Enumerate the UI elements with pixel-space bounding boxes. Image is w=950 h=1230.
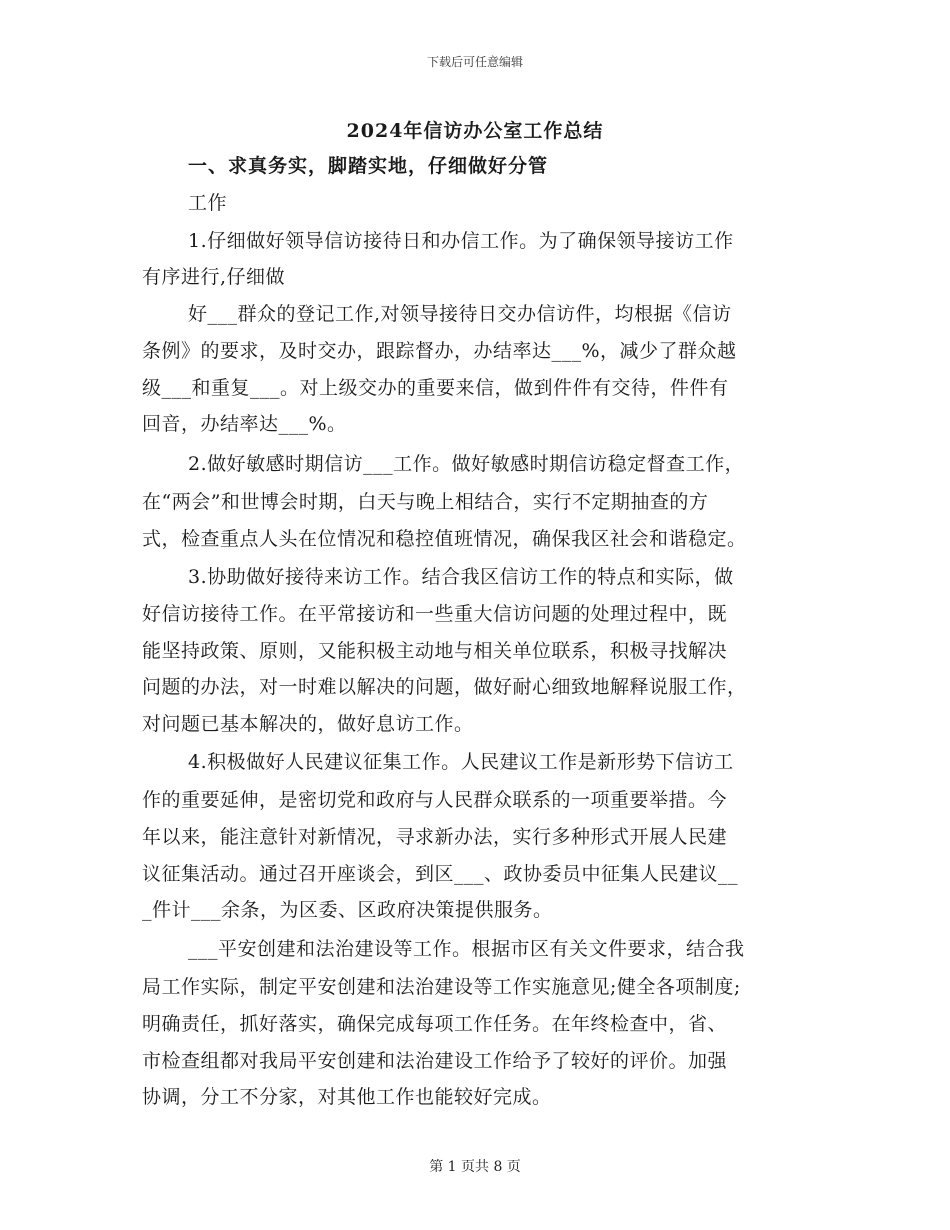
body-line: 对问题已基本解决的，做好息访工作。 [142,713,474,735]
body-line: 作的重要延伸，是密切党和政府与人民群众联系的一项重要举措。今 [142,789,728,811]
body-line: 协调，分工不分家，对其他工作也能较好完成。 [142,1086,552,1108]
body-line: 条例》的要求，及时交办，跟踪督办，办结率达___%，减少了群众越 [142,340,737,362]
body-line: 有序进行,仔细做 [142,266,286,288]
body-line: 在“两会”和世博会时期，白天与晚上相结合，实行不定期抽查的方 [142,491,709,513]
body-line: 级___和重复___。对上级交办的重要来信，做到件件有交待，件件有 [142,377,729,399]
body-line: 4.积极做好人民建议征集工作。人民建议工作是新形势下信访工 [188,751,734,773]
page-title: 2024年信访办公室工作总结 [346,120,604,142]
body-line: 1.仔细做好领导信访接待日和办信工作。为了确保领导接访工作 [188,230,734,252]
body-line: ___平安创建和法治建设等工作。根据市区有关文件要求，结合我 [188,938,745,960]
header-note: 下载后可任意编辑 [426,55,523,69]
body-line: 式，检查重点人头在位情况和稳控值班情况，确保我区社会和谐稳定。 [142,528,747,550]
body-line: 好信访接待工作。在平常接访和一些重大信访问题的处理过程中，既 [142,603,728,625]
body-line: 好___群众的登记工作,对领导接待日交办信访件，均根据《信访 [188,303,732,325]
body-line: 能坚持政策、原则，又能积极主动地与相关单位联系，积极寻找解决 [142,640,728,662]
body-line: 问题的办法，对一时难以解决的问题，做好耐心细致地解释说服工作， [142,676,747,698]
body-line: 回音，办结率达___%。 [142,413,347,435]
section-heading: 一、求真务实，脚踏实地，仔细做好分管 [188,155,549,177]
body-line: 议征集活动。通过召开座谈会，到区___、政协委员中征集人民建议__ [142,863,739,885]
body-line: 年以来，能注意针对新情况，寻求新办法，实行多种形式开展人民建 [142,826,728,848]
body-line: _件计___余条，为区委、区政府决策提供服务。 [142,899,553,921]
body-line: 明确责任，抓好落实，确保完成每项工作任务。在年终检查中，省、 [142,1013,728,1035]
body-line: 市检查组都对我局平安创建和法治建设工作给予了较好的评价。加强 [142,1050,728,1072]
body-line: 工作 [188,192,228,214]
page-number-footer: 第 1 页共 8 页 [429,1159,521,1175]
body-line: 局工作实际，制定平安创建和法治建设等工作实施意见;健全各项制度; [142,976,741,998]
body-line: 2.做好敏感时期信访___工作。做好敏感时期信访稳定督查工作， [188,453,745,475]
body-line: 3.协助做好接待来访工作。结合我区信访工作的特点和实际，做 [188,566,734,588]
